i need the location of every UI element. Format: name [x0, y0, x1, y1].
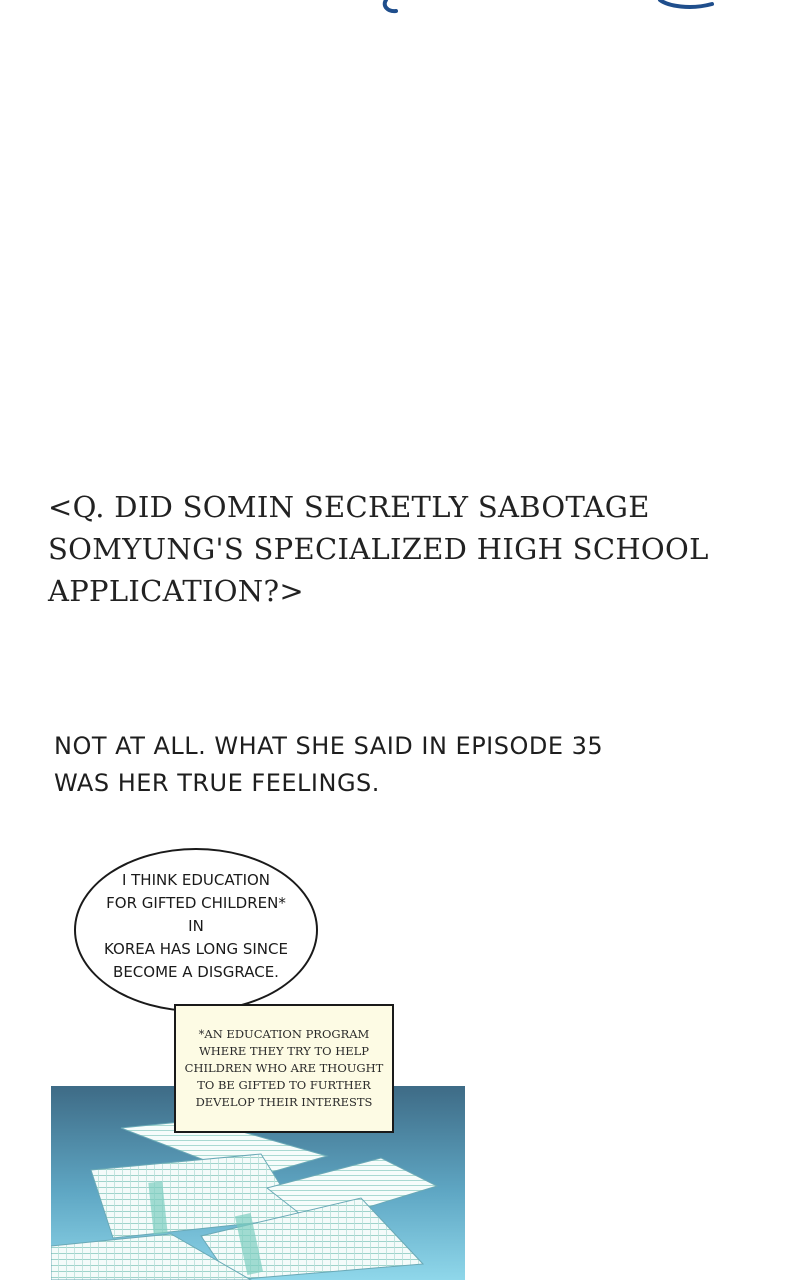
decorative-swirl: [0, 0, 800, 20]
comic-panel: [0, 838, 800, 1280]
footnote-text: *AN EDUCATION PROGRAM WHERE THEY TRY TO HELP CHILDREN WHO ARE THOUGHT TO BE GIFTED TO FURTHER DEVELOP THEIR INTERESTS: [184, 1027, 384, 1109]
footnote-box: [174, 1004, 394, 1133]
speech-bubble: [74, 848, 318, 1012]
speech-bubble-text: I THINK EDUCATION FOR GIFTED CHILDREN* IN KOREA HAS LONG SINCE BECOME A DISGRACE.: [104, 870, 288, 981]
question-text: <Q. DID SOMIN SECRETLY SABOTAGE SOMYUNG'S SPECIALIZED HIGH SCHOOL APPLICATION?>: [48, 490, 709, 608]
answer-text: NOT AT ALL. WHAT SHE SAID IN EPISODE 35 WAS HER TRUE FEELINGS.: [54, 732, 604, 797]
